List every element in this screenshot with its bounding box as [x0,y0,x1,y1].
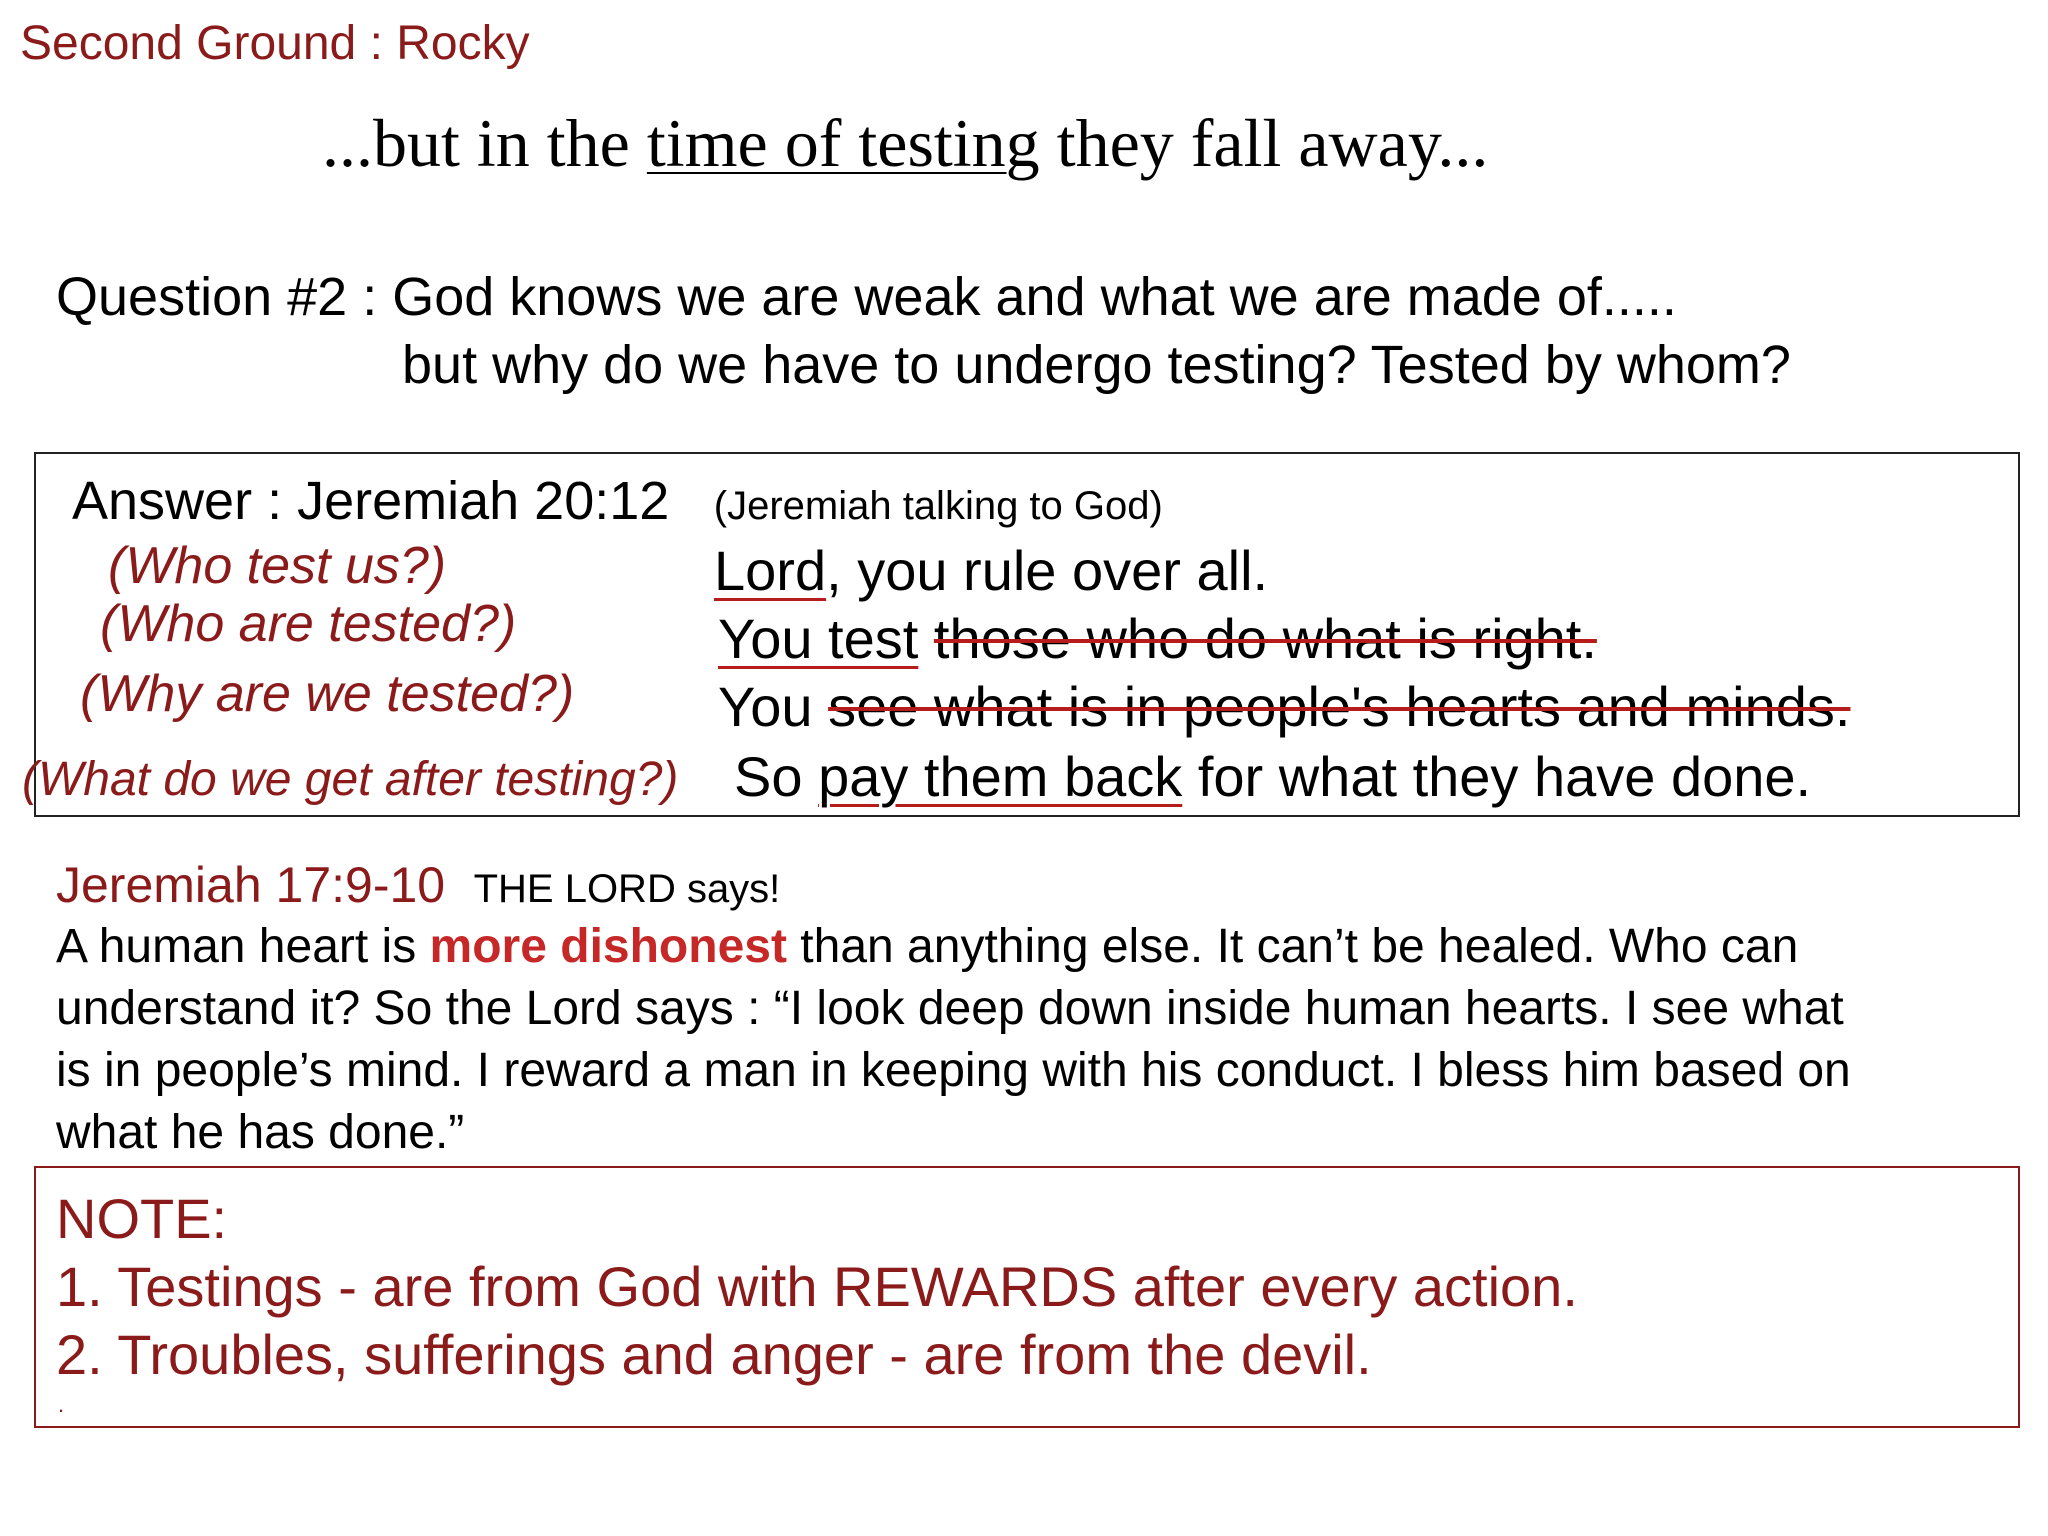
verse-you-test: You test [718,607,919,670]
passage-line-4: what he has done.” [56,1106,465,1159]
prompt-why-tested: (Why are we tested?) [80,665,575,723]
verse-line-2 [718,606,1597,671]
verse-l4-rest: for what they have done. [1182,745,1812,808]
prompt-after-testing: (What do we get after testing?) [22,753,679,806]
quote-before: ...but in the [322,105,647,181]
verse-pay-back: pay them back [818,745,1183,808]
answer-label [72,470,1163,532]
note-item-1: 1. Testings - are from God with REWARDS after every action. [56,1255,1578,1318]
note-trailing-dot: . [58,1392,65,1417]
jeremiah17-heading [56,856,780,914]
passage-l1-rest: than anything else. It can’t be healed. Who can [786,920,1799,973]
answer-context: (Jeremiah talking to God) [713,484,1163,528]
quote-after: they fall away... [1039,105,1489,181]
jeremiah17-speaker: THE LORD says! [473,867,781,911]
jeremiah17-passage [56,916,1851,1164]
passage-line-3: is in people’s mind. I reward a man in keeping with his conduct. I bless him based on [56,1044,1851,1097]
answer-reference: Answer : Jeremiah 20:12 [72,471,670,531]
verse-line-1 [714,538,1268,603]
verse-l3-start: You [718,675,829,738]
verse-l4-start: So [734,745,819,808]
passage-line-2: understand it? So the Lord says : “I look deep down inside human hearts. I see what [56,982,1844,1035]
verse-l3-struck: see what is in people's hearts and minds. [828,675,1851,738]
prompt-who-tested: (Who are tested?) [100,595,517,653]
question-line-2: but why do we have to undergo testing? Tested by whom? [402,335,1791,395]
note-item-2: 2. Troubles, sufferings and anger - are from the devil. [56,1323,1372,1386]
verse-lord: Lord [714,539,827,602]
prompt-who-tests: (Who test us?) [108,537,447,595]
verse-l1-rest: , you rule over all. [826,539,1269,602]
verse-l2-space [918,607,934,670]
passage-line-1 [56,916,1851,978]
jeremiah17-reference: Jeremiah 17:9-10 [56,857,446,913]
verse-l2-struck: those who do what is right. [933,607,1597,670]
section-title: Second Ground : Rocky [20,17,530,70]
quote-underlined: time of testing [646,105,1040,181]
note-title: NOTE: [56,1187,228,1250]
passage-highlight: more dishonest [429,920,787,973]
question-line-1: Question #2 : God knows we are weak and what we are made of..... [56,267,1677,327]
passage-l1-start: A human heart is [56,920,430,973]
verse-line-4 [734,744,1811,809]
scripture-quote [322,104,1488,183]
verse-line-3 [718,674,1850,739]
